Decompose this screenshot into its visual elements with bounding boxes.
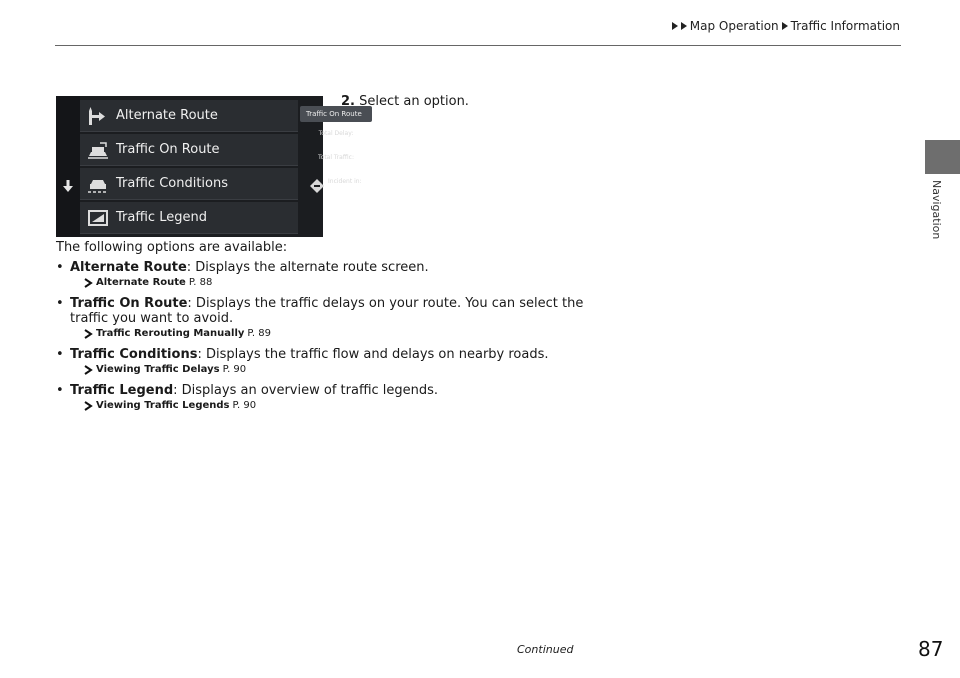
reference-arrow-icon [83, 401, 93, 411]
option-term: Traffic On Route [70, 296, 188, 311]
list-item [56, 383, 596, 411]
triangle-icon [681, 22, 687, 30]
ref-page: P. 90 [222, 364, 247, 375]
ref-title: Alternate Route [96, 277, 186, 288]
reference-arrow-icon [83, 329, 93, 339]
route-split-icon [86, 106, 110, 126]
incident-distance[interactable] [300, 178, 372, 193]
reference-arrow-icon [83, 365, 93, 375]
cross-reference-link[interactable] [56, 277, 596, 288]
option-desc: : Displays the traffic flow and delays on nearby roads. [197, 347, 549, 362]
page-number: 87 [918, 637, 944, 661]
menu-item-label: Traffic Legend [116, 210, 207, 225]
total-traffic-value: 7.2 mi [323, 161, 349, 169]
continued-label: Continued [517, 643, 574, 656]
ref-title: Traffic Rerouting Manually [96, 328, 245, 339]
menu-item-label: Alternate Route [116, 108, 218, 123]
menu-item-label: Traffic On Route [116, 142, 220, 157]
option-list [56, 260, 596, 419]
option-term: Alternate Route [70, 260, 187, 275]
arrow-down-icon[interactable] [62, 180, 74, 192]
scroll-bar[interactable] [56, 96, 80, 237]
reference-arrow-icon [83, 278, 93, 288]
total-traffic-label: Total Traffic: [318, 154, 354, 161]
step-instruction [341, 94, 469, 109]
list-item [56, 260, 596, 288]
option-desc: : Displays an overview of traffic legends. [173, 383, 439, 398]
triangle-icon [782, 22, 788, 30]
car-icon [86, 174, 110, 194]
nav-screen-image [56, 96, 362, 237]
option-term: Traffic Conditions [70, 347, 198, 362]
chapter-label-text: Navigation [930, 180, 943, 240]
total-delay-label: Total Delay: [318, 130, 354, 137]
ref-title: Viewing Traffic Delays [96, 364, 220, 375]
option-desc: : Displays the alternate route screen. [186, 260, 429, 275]
total-delay-value: 25 min [322, 137, 350, 145]
option-desc: : Displays the traffic delays on your route. You can select the [187, 296, 584, 311]
ref-title: Viewing Traffic Legends [96, 400, 230, 411]
total-delay [300, 130, 372, 145]
ref-page: P. 90 [232, 400, 257, 411]
breadcrumb-section: Map Operation [689, 19, 779, 33]
step-number: 2. [341, 94, 355, 109]
bullet: • [56, 296, 64, 311]
option-desc-continued: traffic you want to avoid. [70, 311, 234, 326]
triangle-icon [672, 22, 678, 30]
list-item [56, 347, 596, 375]
ref-page: P. 89 [247, 328, 271, 339]
bullet: • [56, 260, 64, 275]
incident-value: 9.5 mi [328, 185, 353, 193]
option-menu [80, 100, 298, 236]
chapter-tab [925, 140, 960, 174]
total-traffic [300, 154, 372, 169]
incident-icon [310, 179, 324, 193]
header-rule [55, 45, 901, 46]
options-intro: The following options are available: [56, 240, 288, 255]
cross-reference-link[interactable] [56, 364, 596, 375]
menu-item-traffic-legend[interactable] [80, 202, 298, 234]
bullet: • [56, 383, 64, 398]
incident-label: Incident in: [328, 178, 362, 185]
route-info-header[interactable]: Traffic On Route [300, 106, 372, 122]
cross-reference-link[interactable] [56, 400, 596, 411]
bullet: • [56, 347, 64, 362]
step-text: Select an option. [359, 94, 469, 109]
list-item [56, 296, 596, 339]
breadcrumb-topic: Traffic Information [790, 19, 900, 33]
option-term: Traffic Legend [70, 383, 174, 398]
breadcrumb [672, 19, 900, 33]
legend-icon [86, 208, 110, 228]
menu-item-traffic-conditions[interactable] [80, 168, 298, 200]
route-info-panel [300, 106, 372, 202]
menu-item-alternate-route[interactable] [80, 100, 298, 132]
ref-page: P. 88 [188, 277, 213, 288]
menu-item-traffic-on-route[interactable] [80, 134, 298, 166]
car-route-icon [86, 140, 110, 160]
cross-reference-link[interactable] [56, 328, 596, 339]
menu-item-label: Traffic Conditions [116, 176, 228, 191]
chapter-label [926, 180, 946, 248]
